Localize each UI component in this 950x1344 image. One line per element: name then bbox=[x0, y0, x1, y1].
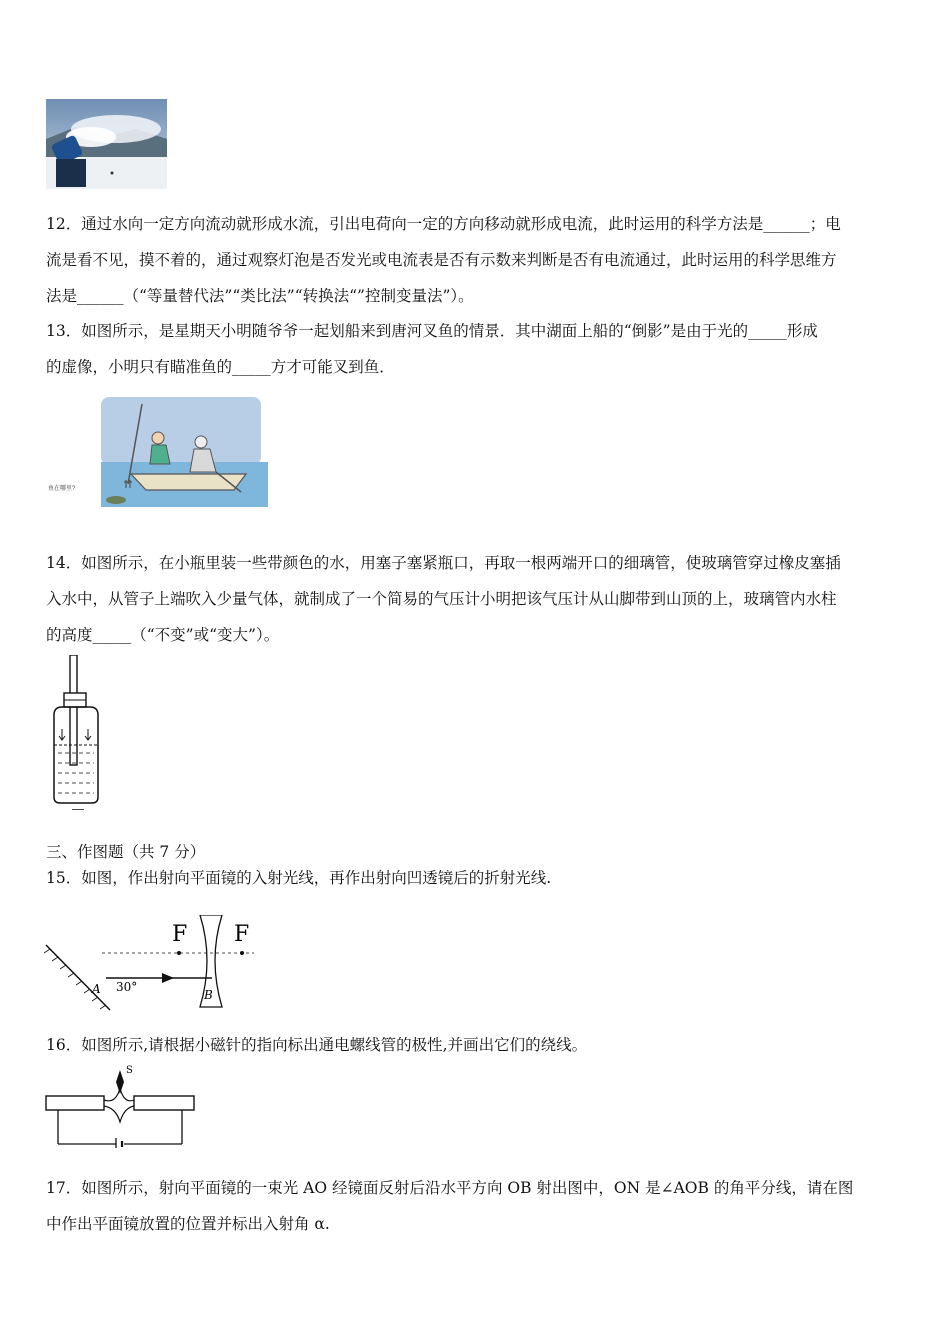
q17-line-2: 中作出平面镜放置的位置并标出入射角 α. bbox=[46, 1215, 330, 1233]
label-f-left: F bbox=[172, 922, 188, 947]
question-17 bbox=[46, 1170, 906, 1242]
label-angle: 30° bbox=[116, 980, 138, 994]
question-12 bbox=[46, 206, 906, 314]
q13-line-1: 13．如图所示，是星期天小明随爷爷一起划船来到唐河叉鱼的情景．其中湖面上船的“倒影”是由于光的_____形成 bbox=[46, 322, 818, 340]
q17-line-1: 17．如图所示，射向平面镜的一束光 AO 经镜面反射后沿水平方向 OB 射出图中，ON 是∠AOB 的角平分线，请在图 bbox=[46, 1179, 854, 1197]
question-16: 16．如图所示,请根据小磁针的指向标出通电螺线管的极性,并画出它们的绕线。 bbox=[46, 1036, 588, 1054]
question-15: 15．如图，作出射向平面镜的入射光线，再作出射向凹透镜后的折射光线. bbox=[46, 869, 552, 887]
fishing-boat-figure bbox=[46, 392, 268, 520]
label-b: B bbox=[204, 988, 213, 1002]
q12-line-2: 流是看不见，摸不着的，通过观察灯泡是否发光或电流表是否有示数来判断是否有电流通过，此时运用的科学思维方 bbox=[46, 251, 837, 269]
solenoid-figure bbox=[44, 1064, 196, 1148]
q12-line-3: 法是______（“等量替代法”“类比法”“转换法“”控制变量法”）。 bbox=[46, 287, 474, 305]
snow-cannon-photo bbox=[46, 99, 167, 189]
q13-line-2: 的虚像，小明只有瞄准鱼的_____方才可能叉到鱼． bbox=[46, 358, 395, 376]
label-a: A bbox=[92, 982, 101, 996]
q14-line-1: 14．如图所示，在小瓶里装一些带颜色的水，用塞子塞紧瓶口，再取一根两端开口的细璃管，使玻璃管穿过橡皮塞插 bbox=[46, 554, 841, 572]
label-f-right: F bbox=[234, 922, 250, 947]
q14-line-2: 入水中，从管子上端吹入少量气体，就制成了一个简易的气压计小明把该气压计从山脚带到山顶的上，玻璃管内水柱 bbox=[46, 590, 837, 608]
question-14 bbox=[46, 545, 906, 653]
figure-caption: 鱼在哪里? bbox=[48, 486, 76, 492]
concave-lens-figure bbox=[44, 915, 264, 1015]
q14-line-3: 的高度_____（“不变”或“变大”）。 bbox=[46, 626, 280, 644]
barometer-bottle-figure bbox=[46, 655, 112, 810]
label-s: S bbox=[126, 1065, 133, 1076]
section-3-heading: 三、作图题（共 7 分） bbox=[46, 843, 206, 861]
q12-line-1: 12．通过水向一定方向流动就形成水流，引出电荷向一定的方向移动就形成电流，此时运用的科学方法是______；电 bbox=[46, 215, 841, 233]
question-13 bbox=[46, 313, 906, 385]
